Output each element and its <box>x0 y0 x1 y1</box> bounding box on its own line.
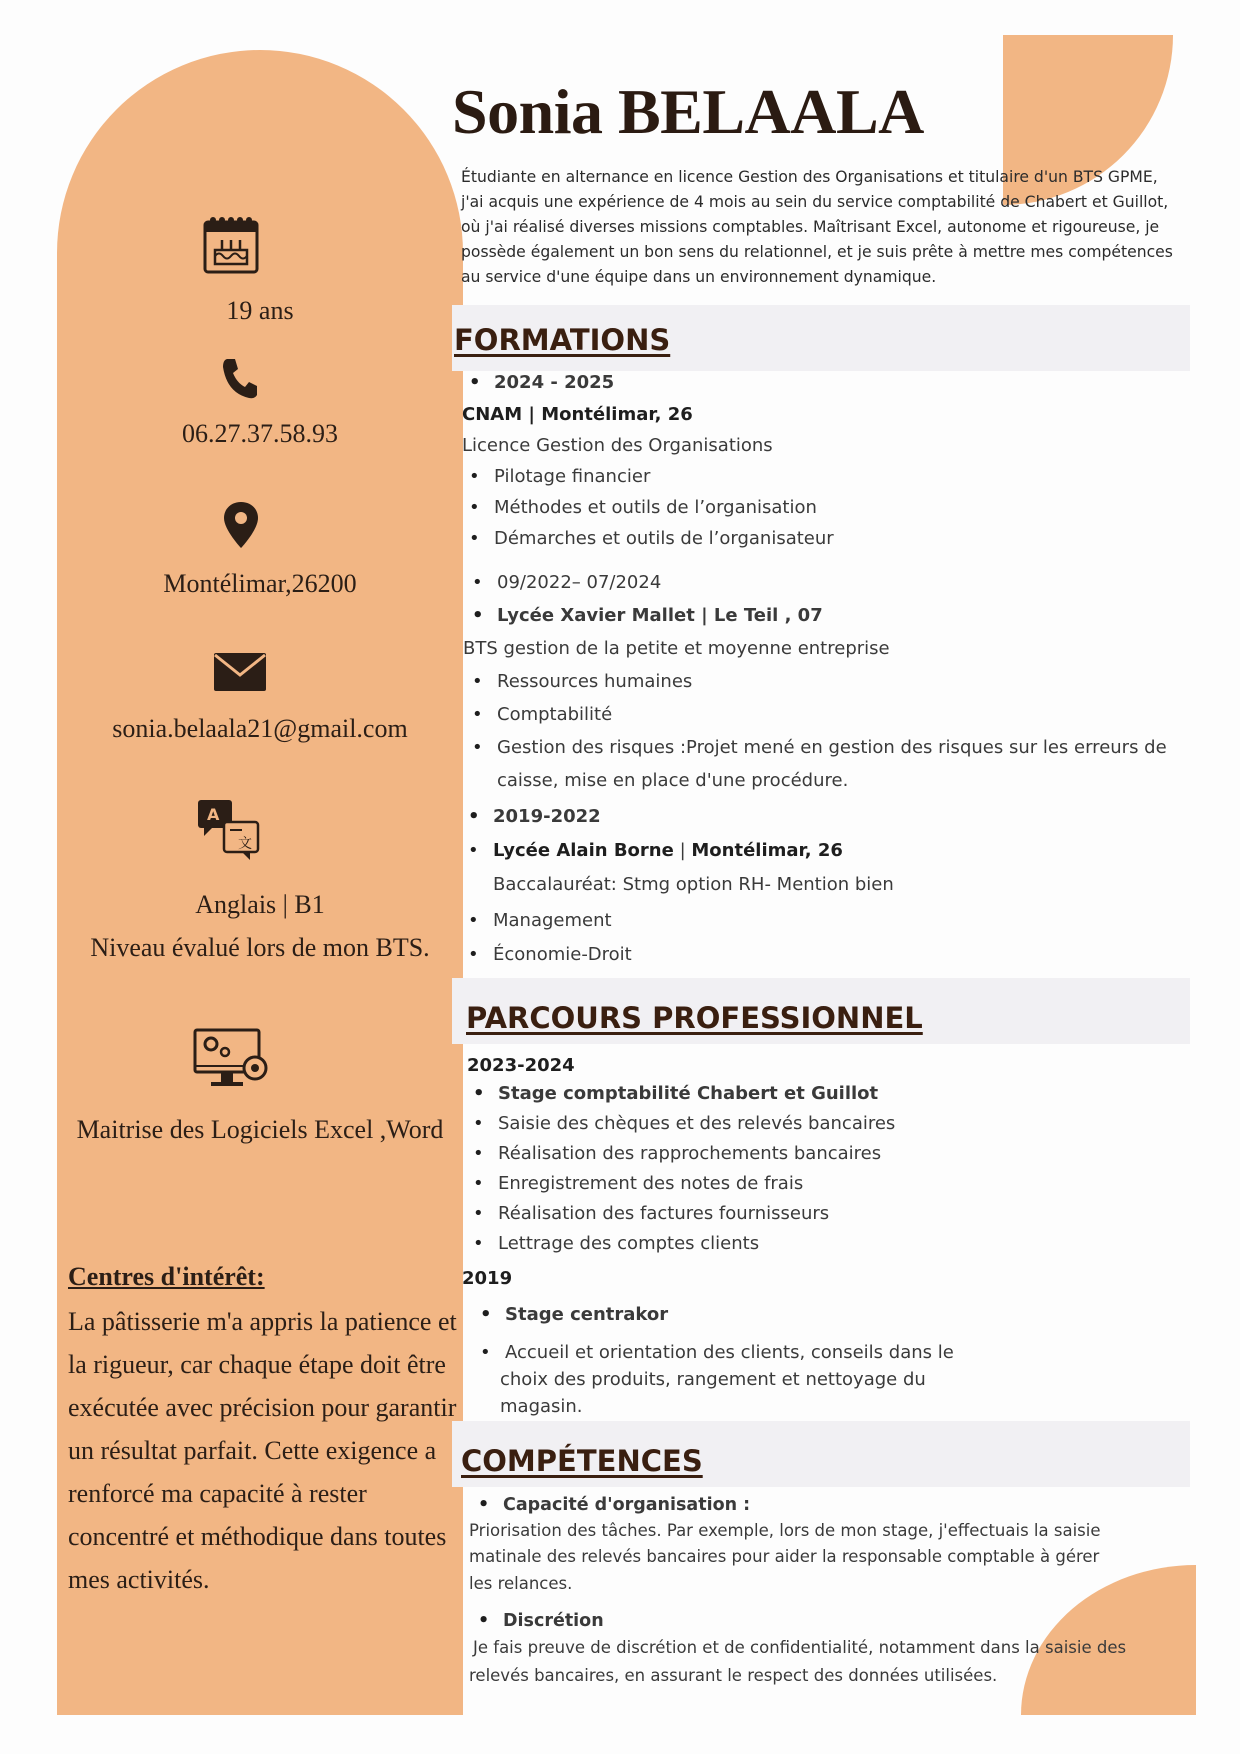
competence-2-line: Je fais preuve de discrétion et de confidentialité, notamment dans la saisie des <box>473 1638 1127 1657</box>
phone-icon <box>221 357 257 399</box>
parcours-2-role: • Stage centrakor <box>505 1304 668 1326</box>
competence-1-line: matinale des relevés bancaires pour aider la responsable comptable à gérer <box>469 1547 1100 1566</box>
formation-3-degree: Baccalauréat: Stmg option RH- Mention bien <box>493 874 894 895</box>
language-note: Niveau évalué lors de mon BTS. <box>90 933 430 962</box>
formation-2-item: • Ressources humaines <box>497 671 692 693</box>
svg-text:文: 文 <box>238 836 252 852</box>
parcours-title: PARCOURS PROFESSIONNEL <box>466 1001 923 1035</box>
candidate-name: Sonia BELAALA <box>452 76 924 147</box>
formation-1-years: • 2024 - 2025 <box>494 372 614 394</box>
parcours-2-item: • Accueil et orientation des clients, conseils dans le <box>505 1342 954 1364</box>
formation-3-school-separator: | <box>679 840 686 861</box>
formation-2-item: • Comptabilité <box>497 704 612 726</box>
formation-1-degree: Licence Gestion des Organisations <box>462 435 773 456</box>
formation-3-school-name: Lycée Alain Borne <box>493 840 674 861</box>
parcours-2-item-continued: choix des produits, rangement et nettoyage du <box>500 1369 926 1390</box>
formations-title: FORMATIONS <box>454 323 671 357</box>
formation-2-item-continued: caisse, mise en place d'une procédure. <box>497 770 849 791</box>
parcours-1-item: • Lettrage des comptes clients <box>498 1233 759 1255</box>
calendar-icon <box>203 216 259 274</box>
phone-number[interactable]: 06.27.37.58.93 <box>182 419 338 448</box>
location: Montélimar,26200 <box>163 569 357 598</box>
parcours-1-item: • Réalisation des factures fournisseurs <box>498 1203 829 1225</box>
parcours-1-role: • Stage comptabilité Chabert et Guillot <box>498 1083 878 1105</box>
age: 19 ans <box>226 296 294 325</box>
parcours-2-item-continued: magasin. <box>500 1396 583 1417</box>
formation-1-item: • Pilotage financier <box>494 466 650 488</box>
competences-title: COMPÉTENCES <box>461 1444 703 1478</box>
formation-1-item: • Démarches et outils de l’organisateur <box>494 528 834 550</box>
parcours-2-years: 2019 <box>462 1268 513 1289</box>
formation-3-item: • Économie-Droit <box>493 944 632 966</box>
formation-2-item: • Gestion des risques :Projet mené en gestion des risques sur les erreurs de <box>497 737 1167 759</box>
envelope-icon <box>214 651 266 691</box>
formation-1-school: CNAM | Montélimar, 26 <box>462 404 693 425</box>
parcours-1-item: • Saisie des chèques et des relevés bancaires <box>498 1113 895 1135</box>
competence-2-title: • Discrétion <box>503 1611 604 1632</box>
formation-2-school: • Lycée Xavier Mallet | Le Teil , 07 <box>497 605 823 627</box>
software-skills: Maitrise des Logiciels Excel ,Word <box>76 1115 444 1144</box>
svg-text:A: A <box>207 805 220 824</box>
parcours-1-item: • Réalisation des rapprochements bancaires <box>498 1143 881 1165</box>
parcours-1-item: • Enregistrement des notes de frais <box>498 1173 803 1195</box>
competence-1-line: Priorisation des tâches. Par exemple, lors de mon stage, j'effectuais la saisie <box>469 1521 1101 1540</box>
competence-1-line: les relances. <box>469 1574 573 1593</box>
formation-3-years: • 2019-2022 <box>493 806 601 828</box>
language-level: Anglais | B1 <box>195 890 325 919</box>
interests-text: La pâtisserie m'a appris la patience et la rigueur, car chaque étape doit être exécutée avec précision pour garantir un résultat parfait. Cette exigence a renforcé ma capacité à rester concentré et méthodique dans toutes mes activités. <box>68 1307 457 1594</box>
computer-settings-icon <box>193 1028 269 1090</box>
formation-3-item: • Management <box>493 910 612 932</box>
interests-title: Centres d'intérêt: <box>68 1262 265 1291</box>
competence-1-title: • Capacité d'organisation : <box>503 1495 750 1516</box>
location-pin-icon <box>224 502 258 548</box>
email-address[interactable]: sonia.belaala21@gmail.com <box>112 714 408 743</box>
translate-icon <box>196 798 262 864</box>
formation-3-school-city: Montélimar, 26 <box>691 840 843 861</box>
parcours-1-years: 2023-2024 <box>467 1055 575 1076</box>
formation-2-degree: BTS gestion de la petite et moyenne entreprise <box>463 638 890 659</box>
formation-2-years: • 09/2022– 07/2024 <box>497 572 661 594</box>
formation-3-school <box>493 840 843 862</box>
profile-summary: Étudiante en alternance en licence Gestion des Organisations et titulaire d'un BTS GPME, j'ai acquis une expérience de 4 mois au sein du service comptabilité de Chabert et Guillot, où j'ai réalisé diverses missions comptables. Maîtrisant Excel, autonome et rigoureuse, je possède également un bon sens du relationnel, et je suis prête à mettre mes compétences au service d'une équipe dans un environnement dynamique. <box>461 168 1173 286</box>
formation-1-item: • Méthodes et outils de l’organisation <box>494 497 817 519</box>
competence-2-line: relevés bancaires, en assurant le respect des données utilisées. <box>469 1666 998 1685</box>
